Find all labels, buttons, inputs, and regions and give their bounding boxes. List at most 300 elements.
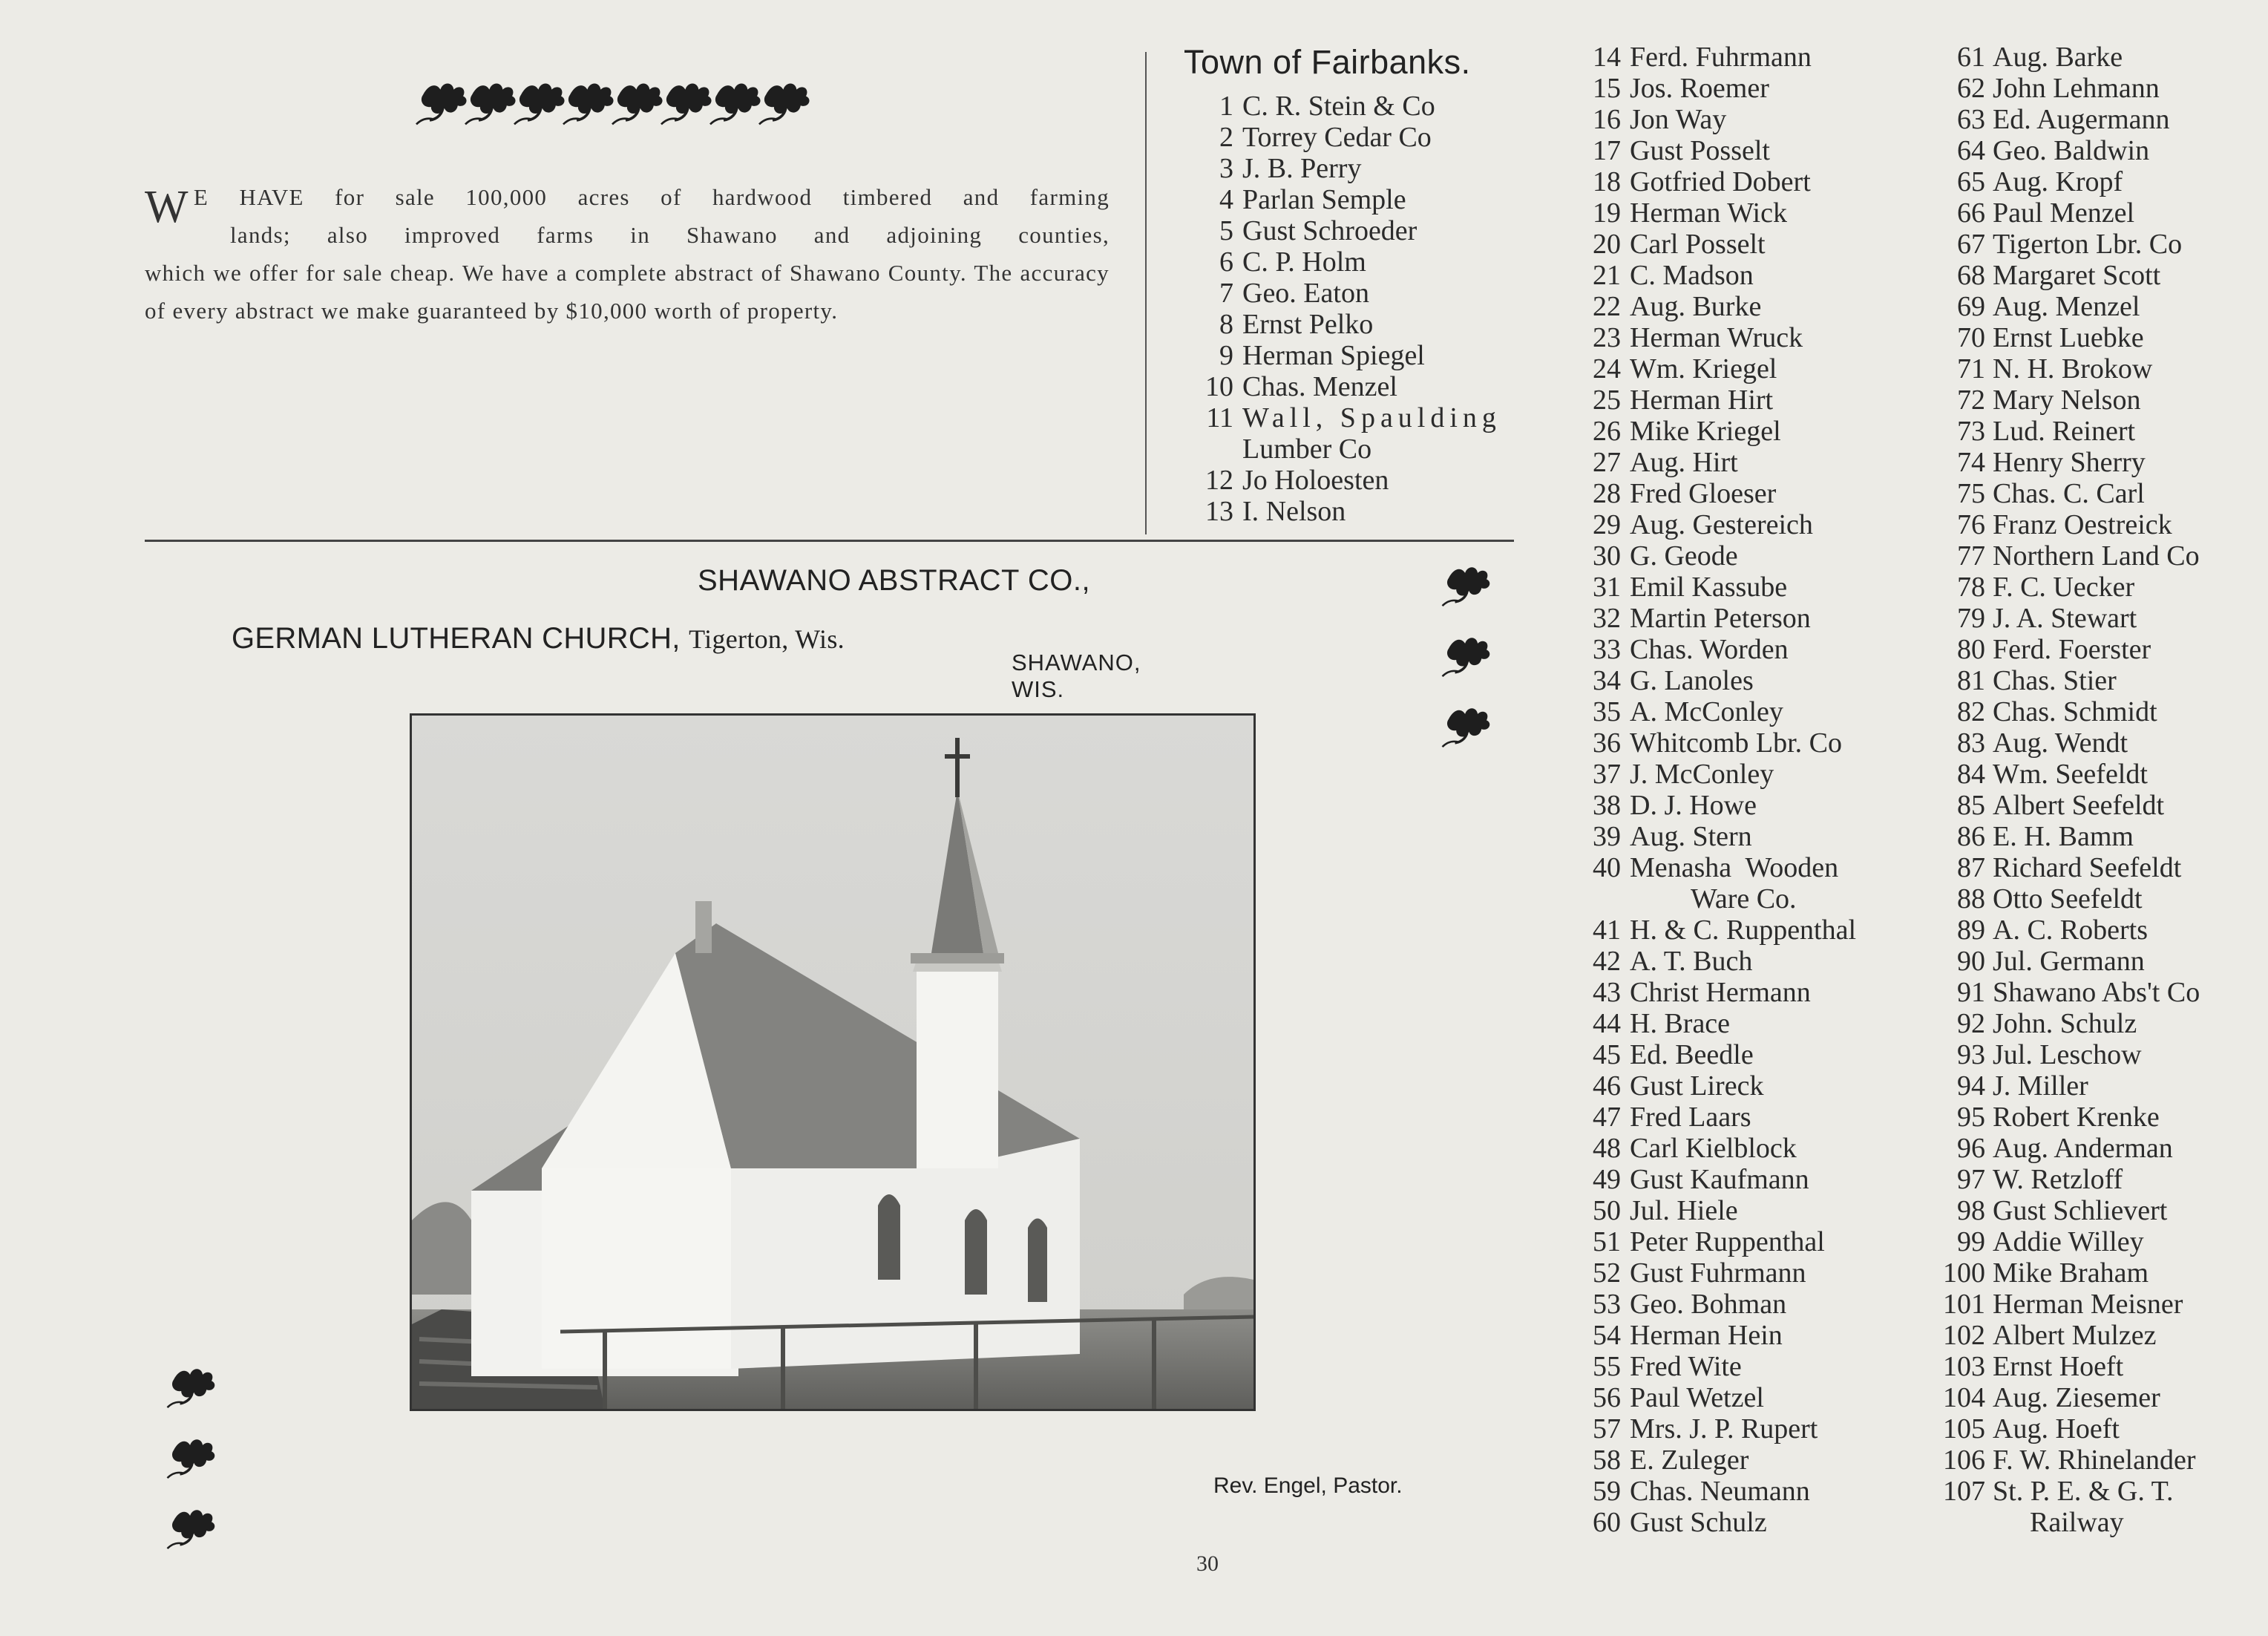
entry-name: Herman Hein [1630, 1320, 1783, 1351]
church-photo [410, 713, 1256, 1411]
list-item [1933, 73, 2200, 104]
entry-name: Gust Lireck [1630, 1070, 1764, 1102]
list-item [1933, 852, 2200, 883]
entry-continuation: Railway [2030, 1507, 2124, 1538]
entry-number: 27 [1593, 447, 1621, 478]
entry-number: 2 [1219, 122, 1233, 153]
list-item [1187, 340, 1501, 371]
entry-number: 7 [1219, 278, 1233, 309]
list-item [1933, 946, 2200, 977]
list-item [1572, 104, 1856, 135]
list-item [1933, 1382, 2200, 1413]
entry-number: 57 [1593, 1413, 1621, 1444]
list-item [1187, 496, 1501, 527]
entry-name: Chas. C. Carl [1993, 478, 2145, 509]
entry-number: 29 [1593, 509, 1621, 540]
entry-number: 19 [1593, 197, 1621, 229]
entry-name: G. Geode [1630, 540, 1738, 572]
entry-number: 18 [1593, 166, 1621, 197]
entry-number: 55 [1593, 1351, 1621, 1382]
entry-number: 44 [1593, 1008, 1621, 1039]
list-item [1572, 73, 1856, 104]
entry-name: J. McConley [1630, 759, 1774, 790]
ivy-leaf-icon [168, 1369, 215, 1407]
entry-name: Carl Kielblock [1630, 1133, 1797, 1164]
entry-number: 60 [1593, 1507, 1621, 1538]
entry-number: 96 [1957, 1133, 1985, 1164]
entry-number: 14 [1593, 42, 1621, 73]
list-item [1572, 447, 1856, 478]
list-item [1187, 309, 1501, 340]
entry-continuation: Ware Co. [1691, 883, 1797, 914]
list-item [1933, 634, 2200, 665]
list-item [1933, 509, 2200, 540]
entry-number: 11 [1206, 402, 1233, 433]
list-item [1933, 727, 2200, 759]
entry-number: 63 [1957, 104, 1985, 135]
list-item [1187, 371, 1501, 402]
entry-name: Chas. Worden [1630, 634, 1789, 665]
list-item [1572, 603, 1856, 634]
list-item [1933, 416, 2200, 447]
list-item [1572, 790, 1856, 821]
entry-name: Ernst Hoeft [1993, 1351, 2124, 1382]
list-item [1572, 821, 1856, 852]
entry-number: 10 [1205, 371, 1233, 402]
horizontal-rule [145, 540, 1514, 542]
entry-name: Torrey Cedar Co [1242, 122, 1432, 153]
entry-number: 56 [1593, 1382, 1621, 1413]
list-item [1933, 1226, 2200, 1257]
list-item [1933, 1039, 2200, 1070]
list-item [1933, 821, 2200, 852]
entry-number: 58 [1593, 1444, 1621, 1476]
list-item [1572, 1413, 1856, 1444]
entry-continuation: Lumber Co [1242, 433, 1372, 465]
list-item [1572, 727, 1856, 759]
list-item [1572, 1226, 1856, 1257]
entry-number: 77 [1957, 540, 1985, 572]
list-item [1572, 696, 1856, 727]
entry-name: Gust Kaufmann [1630, 1164, 1809, 1195]
entry-number: 89 [1957, 914, 1985, 946]
list-item [1572, 353, 1856, 385]
entry-number: 81 [1957, 665, 1985, 696]
entry-name: Fred Wite [1630, 1351, 1742, 1382]
list-item [1572, 322, 1856, 353]
entry-number: 5 [1219, 215, 1233, 246]
list-item [1572, 1444, 1856, 1476]
entry-name: N. H. Brokow [1993, 353, 2153, 385]
entry-name: Geo. Bohman [1630, 1289, 1787, 1320]
list-item [1933, 291, 2200, 322]
list-item [1572, 1257, 1856, 1289]
ornament-column-right [1440, 557, 1499, 779]
entry-name: Gust Schlievert [1993, 1195, 2168, 1226]
entry-number: 92 [1957, 1008, 1985, 1039]
entry-name: Peter Ruppenthal [1630, 1226, 1825, 1257]
list-item [1572, 385, 1856, 416]
list-item [1572, 509, 1856, 540]
list-item [1933, 759, 2200, 790]
list-item [1572, 852, 1856, 914]
entry-name: Aug. Gestereich [1630, 509, 1813, 540]
entry-number: 83 [1957, 727, 1985, 759]
list-item [1572, 197, 1856, 229]
list-item [1572, 1133, 1856, 1164]
list-item [1933, 1257, 2200, 1289]
ivy-leaf-icon [661, 84, 712, 125]
entry-name: Mary Nelson [1993, 385, 2141, 416]
entry-number: 79 [1957, 603, 1985, 634]
entry-number: 86 [1957, 821, 1985, 852]
list-item [1572, 1476, 1856, 1507]
entry-number: 3 [1219, 153, 1233, 184]
list-item [1572, 977, 1856, 1008]
entry-number: 28 [1593, 478, 1621, 509]
entry-number: 31 [1593, 572, 1621, 603]
entry-name: John. Schulz [1993, 1008, 2137, 1039]
entry-name: Aug. Hoeft [1993, 1413, 2120, 1444]
entry-name: F. C. Uecker [1993, 572, 2135, 603]
entry-number: 16 [1593, 104, 1621, 135]
entry-number: 106 [1943, 1444, 1985, 1476]
ivy-leaf-icon [612, 84, 663, 125]
entry-number: 73 [1957, 416, 1985, 447]
ivy-leaf-icon [759, 84, 810, 125]
entry-number: 8 [1219, 309, 1233, 340]
entry-name: A. C. Roberts [1993, 914, 2148, 946]
entry-number: 72 [1957, 385, 1985, 416]
entry-number: 61 [1957, 42, 1985, 73]
entry-name: C. Madson [1630, 260, 1754, 291]
list-item [1187, 215, 1501, 246]
list-item [1933, 229, 2200, 260]
list-item [1572, 1351, 1856, 1382]
ornament-row [416, 74, 831, 134]
list-item [1572, 1289, 1856, 1320]
entry-name: J. Miller [1993, 1070, 2088, 1102]
entry-name: Chas. Schmidt [1993, 696, 2157, 727]
entry-number: 49 [1593, 1164, 1621, 1195]
entry-number: 87 [1957, 852, 1985, 883]
entry-number: 66 [1957, 197, 1985, 229]
entry-name: Herman Wick [1630, 197, 1787, 229]
entry-number: 75 [1957, 478, 1985, 509]
entry-name: Ernst Luebke [1993, 322, 2144, 353]
entry-number: 69 [1957, 291, 1985, 322]
entry-name: Herman Wruck [1630, 322, 1803, 353]
list-item [1933, 540, 2200, 572]
entry-name: Geo. Baldwin [1993, 135, 2150, 166]
entry-number: 20 [1593, 229, 1621, 260]
list-item [1572, 759, 1856, 790]
list-item [1933, 1444, 2200, 1476]
entry-number: 41 [1593, 914, 1621, 946]
ad-text [145, 178, 1110, 330]
entry-name: Wm. Kriegel [1630, 353, 1777, 385]
list-item [1933, 260, 2200, 291]
page-number: 30 [1196, 1551, 1219, 1576]
list-item [1572, 1320, 1856, 1351]
list-item [1572, 540, 1856, 572]
entry-name: Carl Posselt [1630, 229, 1766, 260]
entry-number: 103 [1943, 1351, 1985, 1382]
entry-number: 42 [1593, 946, 1621, 977]
list-item [1187, 91, 1501, 122]
entry-number: 74 [1957, 447, 1985, 478]
entry-number: 100 [1943, 1257, 1985, 1289]
ad-text-rest: which we offer for sale cheap. We have a complete abstract of Shawano County. The accuracy of every abstract we make guaranteed by $10,000 worth of property. [145, 260, 1110, 324]
entry-name: C. R. Stein & Co [1242, 91, 1435, 122]
entry-name: Ferd. Fuhrmann [1630, 42, 1812, 73]
entry-name: J. B. Perry [1242, 153, 1362, 184]
entry-number: 54 [1593, 1320, 1621, 1351]
church-illustration [412, 716, 1253, 1409]
entry-name: A. T. Buch [1630, 946, 1753, 977]
entry-number: 76 [1957, 509, 1985, 540]
list-item [1933, 322, 2200, 353]
list-item [1933, 1133, 2200, 1164]
entry-number: 26 [1593, 416, 1621, 447]
list-item [1933, 572, 2200, 603]
entry-name: W. Retzloff [1993, 1164, 2123, 1195]
entry-number: 70 [1957, 322, 1985, 353]
entry-name: Gust Schroeder [1242, 215, 1418, 246]
entry-number: 39 [1593, 821, 1621, 852]
entry-name: Menasha Wooden [1630, 852, 1839, 883]
list-item [1933, 1164, 2200, 1195]
entry-name: J. A. Stewart [1993, 603, 2137, 634]
entry-name: St. P. E. & G. T. [1993, 1476, 2174, 1507]
list-item [1933, 478, 2200, 509]
entry-name: Aug. Kropf [1993, 166, 2123, 197]
entry-number: 51 [1593, 1226, 1621, 1257]
list-item [1187, 246, 1501, 278]
entry-name: Herman Meisner [1993, 1289, 2183, 1320]
entry-name: Ferd. Foerster [1993, 634, 2151, 665]
list-item [1572, 416, 1856, 447]
list-item [1933, 790, 2200, 821]
entry-name: Jos. Roemer [1630, 73, 1769, 104]
church-title [232, 622, 845, 655]
list-item [1933, 603, 2200, 634]
ivy-leaf-icon [514, 84, 565, 125]
ornament-column-left [165, 1358, 224, 1581]
entry-name: Ernst Pelko [1242, 309, 1374, 340]
entry-name: Aug. Wendt [1993, 727, 2128, 759]
entry-number: 65 [1957, 166, 1985, 197]
list-item [1572, 1039, 1856, 1070]
entry-number: 80 [1957, 634, 1985, 665]
ad-line-1: E HAVE for sale 100,000 acres of hardwood timbered and farming [193, 184, 1110, 210]
list-item [1572, 1507, 1856, 1538]
entry-name: Paul Wetzel [1630, 1382, 1764, 1413]
entry-number: 98 [1957, 1195, 1985, 1226]
entry-number: 45 [1593, 1039, 1621, 1070]
entry-number: 40 [1593, 852, 1621, 883]
church-place: Tigerton, Wis. [689, 624, 845, 654]
entry-number: 15 [1593, 73, 1621, 104]
list-item [1572, 166, 1856, 197]
ivy-leaf-icon [1443, 708, 1490, 747]
list-item [1933, 1351, 2200, 1382]
entry-number: 67 [1957, 229, 1985, 260]
entry-number: 64 [1957, 135, 1985, 166]
list-item [1933, 1195, 2200, 1226]
ivy-leaf-icon [1443, 567, 1490, 606]
entry-name: Martin Peterson [1630, 603, 1811, 634]
entry-number: 38 [1593, 790, 1621, 821]
entry-number: 25 [1593, 385, 1621, 416]
list-item [1187, 122, 1501, 153]
list-item [1933, 166, 2200, 197]
list-item [1933, 1289, 2200, 1320]
list-item [1572, 229, 1856, 260]
entry-number: 62 [1957, 73, 1985, 104]
entry-number: 48 [1593, 1133, 1621, 1164]
entry-number: 85 [1957, 790, 1985, 821]
entry-number: 84 [1957, 759, 1985, 790]
entry-number: 1 [1219, 91, 1233, 122]
list-item [1572, 260, 1856, 291]
entry-number: 94 [1957, 1070, 1985, 1102]
entry-number: 91 [1957, 977, 1985, 1008]
list-item [1933, 385, 2200, 416]
list-item [1187, 278, 1501, 309]
entry-name: Christ Hermann [1630, 977, 1811, 1008]
entry-name: Gust Schulz [1630, 1507, 1767, 1538]
entry-number: 95 [1957, 1102, 1985, 1133]
list-item [1933, 696, 2200, 727]
entry-name: Fred Laars [1630, 1102, 1751, 1133]
entry-number: 33 [1593, 634, 1621, 665]
entry-name: Herman Spiegel [1242, 340, 1425, 371]
list-item [1933, 353, 2200, 385]
list-item [1572, 1070, 1856, 1102]
entry-name: Albert Mulzez [1993, 1320, 2157, 1351]
list-item [1933, 1476, 2200, 1538]
list-item [1572, 1164, 1856, 1195]
list-item [1572, 572, 1856, 603]
entry-name: Mrs. J. P. Rupert [1630, 1413, 1818, 1444]
entry-name: Jo Holoesten [1242, 465, 1389, 496]
entry-name: Gust Fuhrmann [1630, 1257, 1806, 1289]
ivy-leaf-icon [168, 1510, 215, 1548]
entry-number: 37 [1593, 759, 1621, 790]
list-item [1933, 883, 2200, 914]
list-item [1572, 665, 1856, 696]
entry-name: Aug. Barke [1993, 42, 2123, 73]
entry-name: Ed. Augermann [1993, 104, 2170, 135]
entry-name: Shawano Abs't Co [1993, 977, 2200, 1008]
list-item [1933, 1320, 2200, 1351]
list-item [1933, 104, 2200, 135]
list-item [1933, 1008, 2200, 1039]
entry-number: 104 [1943, 1382, 1985, 1413]
entry-name: Aug. Menzel [1993, 291, 2140, 322]
entry-name: Albert Seefeldt [1993, 790, 2165, 821]
entry-number: 35 [1593, 696, 1621, 727]
entry-number: 52 [1593, 1257, 1621, 1289]
entry-name: Gust Posselt [1630, 135, 1770, 166]
entry-number: 23 [1593, 322, 1621, 353]
entry-name: Herman Hirt [1630, 385, 1774, 416]
entry-name: Aug. Hirt [1630, 447, 1738, 478]
entry-number: 36 [1593, 727, 1621, 759]
list-item [1572, 1195, 1856, 1226]
entry-name: Addie Willey [1993, 1226, 2144, 1257]
ad-city: SHAWANO, WIS. [1012, 650, 1141, 702]
ivy-leaf-icon [710, 84, 761, 125]
list-item [1572, 1102, 1856, 1133]
list-item [1933, 914, 2200, 946]
entry-name: Wm. Seefeldt [1993, 759, 2148, 790]
entry-number: 17 [1593, 135, 1621, 166]
entry-name: E. H. Bamm [1993, 821, 2134, 852]
entry-number: 93 [1957, 1039, 1985, 1070]
entry-name: Franz Oestreick [1993, 509, 2172, 540]
ivy-leaf-icon [416, 84, 467, 125]
landowner-list-1 [1187, 91, 1501, 527]
entry-name: Ed. Beedle [1630, 1039, 1754, 1070]
entry-name: Lud. Reinert [1993, 416, 2136, 447]
entry-name: Whitcomb Lbr. Co [1630, 727, 1843, 759]
entry-name: A. McConley [1630, 696, 1783, 727]
entry-number: 88 [1957, 883, 1985, 914]
ad-company: SHAWANO ABSTRACT CO., [698, 564, 1091, 597]
entry-number: 97 [1957, 1164, 1985, 1195]
pastor-caption: Rev. Engel, Pastor. [1213, 1473, 1403, 1498]
entry-name: C. P. Holm [1242, 246, 1366, 278]
entry-number: 105 [1943, 1413, 1985, 1444]
ivy-leaf-icon [563, 84, 614, 125]
ivy-leaf-icon [1443, 638, 1490, 676]
list-item [1187, 465, 1501, 496]
entry-number: 9 [1219, 340, 1233, 371]
entry-number: 101 [1943, 1289, 1985, 1320]
list-item [1933, 42, 2200, 73]
list-item [1933, 1413, 2200, 1444]
list-item [1572, 634, 1856, 665]
entry-name: Jon Way [1630, 104, 1727, 135]
entry-number: 24 [1593, 353, 1621, 385]
entry-name: D. J. Howe [1630, 790, 1757, 821]
entry-name: Richard Seefeldt [1993, 852, 2182, 883]
entry-number: 50 [1593, 1195, 1621, 1226]
list-item [1572, 135, 1856, 166]
entry-number: 99 [1957, 1226, 1985, 1257]
ad-line-2: lands; also improved farms in Shawano and adjoining counties, [230, 222, 1110, 248]
entry-number: 32 [1593, 603, 1621, 634]
entry-number: 34 [1593, 665, 1621, 696]
entry-name: Aug. Anderman [1993, 1133, 2173, 1164]
entry-name: I. Nelson [1242, 496, 1346, 527]
drop-cap: W [145, 182, 189, 232]
entry-name: Fred Gloeser [1630, 478, 1777, 509]
list-item [1933, 977, 2200, 1008]
list-item [1933, 665, 2200, 696]
entry-name: G. Lanoles [1630, 665, 1754, 696]
list-item [1572, 42, 1856, 73]
list-item [1187, 153, 1501, 184]
entry-number: 53 [1593, 1289, 1621, 1320]
entry-number: 13 [1205, 496, 1233, 527]
landowner-list-3 [1933, 42, 2200, 1538]
entry-name: Henry Sherry [1993, 447, 2146, 478]
entry-number: 21 [1593, 260, 1621, 291]
entry-name: Aug. Burke [1630, 291, 1762, 322]
